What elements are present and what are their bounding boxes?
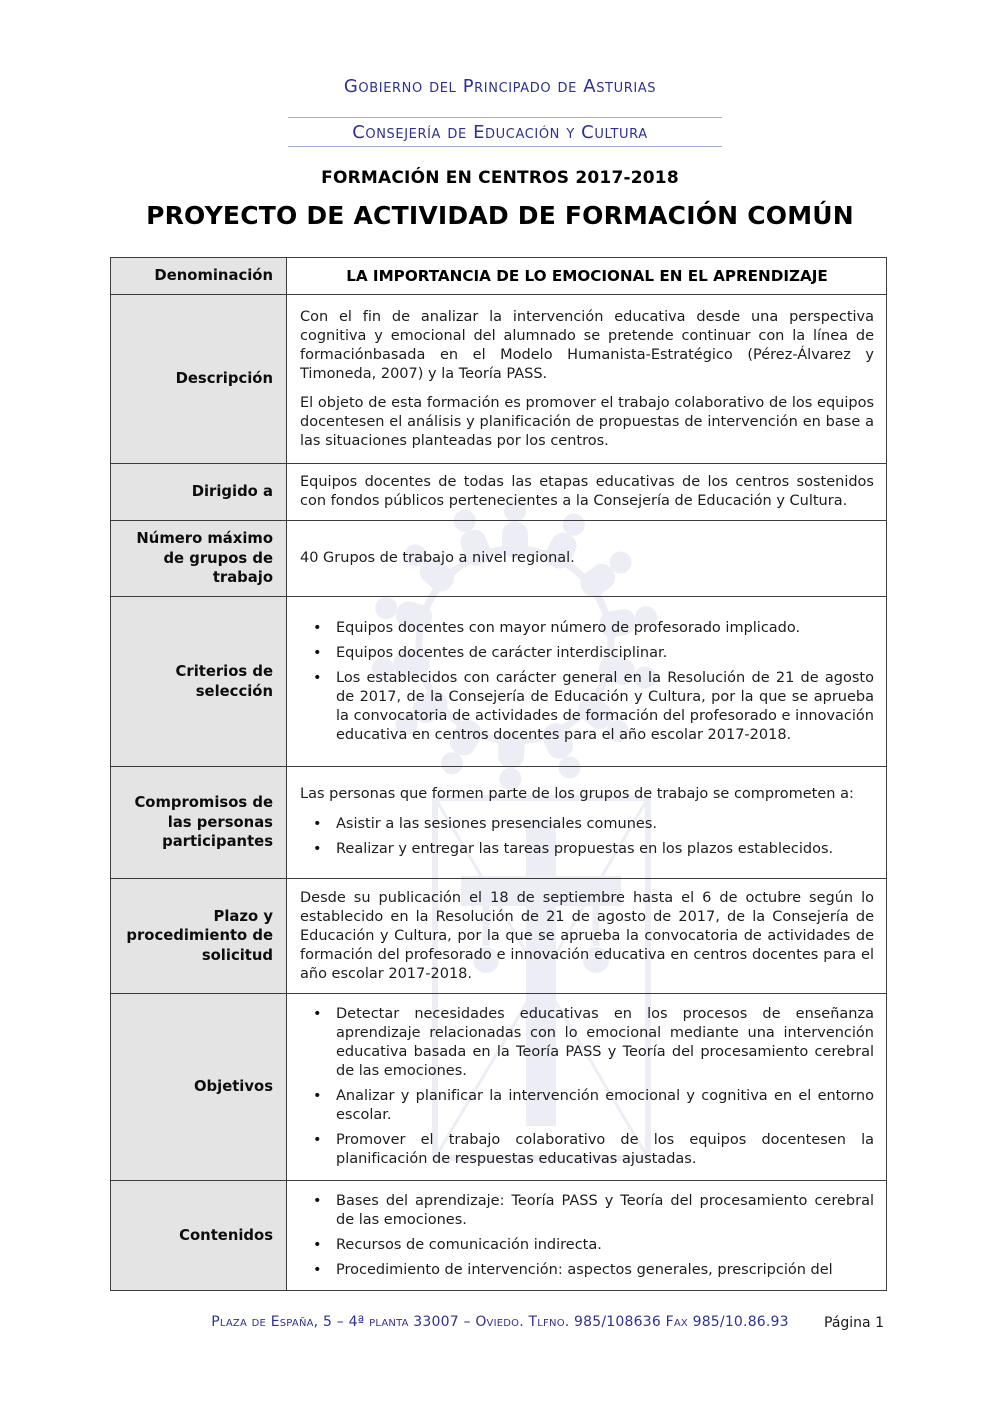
bullet-item: • Los establecidos con carácter general en la Resolución de 21 de agosto de 2017, de la Consejería de Educación y Cultura, por la que se aprueba la convocatoria de actividades de formación del profesorado e innovación educativa en centros docentes para el año escolar 2017-2018. [300, 669, 874, 745]
bullet-list [300, 613, 874, 751]
paragraph: Equipos docentes de todas las etapas educativas de los centros sostenidos con fondos públicos pertenecientes a la Consejería de Educación y Cultura. [300, 474, 874, 509]
table-row-plazo [111, 879, 886, 994]
header-divider [288, 117, 722, 118]
bullet-item: • Bases del aprendizaje: Teoría PASS y Teoría del procesamiento cerebral de las emociones. [300, 1192, 874, 1230]
descripcion-value [287, 295, 886, 463]
table-row-denominacion [111, 258, 886, 295]
row-label: Plazo y procedimiento de solicitud [111, 879, 287, 993]
row-label: Denominación [111, 258, 287, 294]
paragraph: Desde su publicación el 18 de septiembre hasta el 6 de octubre según lo establecido en la Resolución de 21 de agosto de 2017, de la Consejería de Educación y Cultura, por la que se aprueba la convocatoria de actividades de formación del profesorado e innovación educativa en centros docentes para el año escolar 2017-2018. [300, 889, 874, 982]
header-divider [288, 146, 722, 147]
footer-address: Plaza de España, 5 – 4ª planta 33007 – Oviedo. Tlfno. 985/108636 Fax 985/10.86.93 [211, 1314, 789, 1330]
table-row-criterios [111, 597, 886, 767]
bullet-list [300, 809, 874, 865]
project-form-table [110, 257, 887, 1291]
paragraph: El objeto de esta formación es promover el trabajo colaborativo de los equipos docentesen el análisis y planificación de propuestas de intervención en base a las situaciones planteadas por los centros. [300, 394, 874, 449]
bullet-item: • Procedimiento de intervención: aspectos generales, prescripción del [300, 1261, 874, 1280]
government-name: Gobierno del Principado de Asturias [343, 76, 657, 97]
contenidos-value [287, 1181, 886, 1290]
plazo-value [287, 879, 886, 993]
table-row-dirigido-a [111, 464, 886, 521]
page-title: PROYECTO DE ACTIVIDAD DE FORMACIÓN COMÚN [146, 201, 854, 230]
row-label: Contenidos [111, 1181, 287, 1290]
criterios-value [287, 597, 886, 766]
bullet-item: • Equipos docentes con mayor número de profesorado implicado. [300, 619, 874, 638]
row-label: Compromisos de las personas participantes [111, 767, 287, 878]
program-subtitle: FORMACIÓN EN CENTROS 2017-2018 [321, 168, 679, 188]
bullet-list [300, 999, 874, 1175]
bullet-item: • Realizar y entregar las tareas propuestas en los plazos establecidos. [300, 840, 874, 859]
paragraph: Con el fin de analizar la intervención educativa desde una perspectiva cognitiva y emocional del alumnado se pretende continuar con la línea de formaciónbasada en el Modelo Humanista-Estratégico (Pérez-Álvarez y Timoneda, 2007) y la Teoría PASS. [300, 308, 874, 382]
paragraph: 40 Grupos de trabajo a nivel regional. [300, 550, 575, 566]
bullet-item: • Analizar y planificar la intervención emocional y cognitiva en el entorno escolar. [300, 1087, 874, 1125]
table-row-objetivos [111, 994, 886, 1181]
bullet-item: • Equipos docentes de carácter interdisciplinar. [300, 644, 874, 663]
department-name: Consejería de Educación y Cultura [352, 122, 648, 143]
row-label: Dirigido a [111, 464, 287, 520]
dirigido-a-value [287, 464, 886, 520]
bullet-item: • Recursos de comunicación indirecta. [300, 1236, 874, 1255]
compromisos-value [287, 767, 886, 878]
page-number: Página 1 [824, 1315, 884, 1331]
bullet-item: • Asistir a las sesiones presenciales comunes. [300, 815, 874, 834]
row-label: Criterios de selección [111, 597, 287, 766]
row-label: Número máximo de grupos de trabajo [111, 521, 287, 596]
row-label: Descripción [111, 295, 287, 463]
table-row-contenidos [111, 1181, 886, 1290]
table-row-numero-maximo [111, 521, 886, 597]
table-row-descripcion [111, 295, 886, 464]
table-row-compromisos [111, 767, 886, 879]
bullet-item: • Promover el trabajo colaborativo de los equipos docentesen la planificación de respuestas educativas ajustadas. [300, 1131, 874, 1169]
bullet-list [300, 1186, 874, 1286]
denominacion-value: LA IMPORTANCIA DE LO EMOCIONAL EN EL APRENDIZAJE [346, 266, 828, 285]
bullet-item: • Detectar necesidades educativas en los procesos de enseñanza aprendizaje relacionadas con lo emocional mediante una intervención educativa basada en la Teoría PASS y Teoría del procesamiento cerebral de las emociones. [300, 1005, 874, 1081]
row-label: Objetivos [111, 994, 287, 1180]
paragraph: Las personas que formen parte de los grupos de trabajo se comprometen a: [300, 786, 854, 802]
numero-maximo-value [287, 521, 886, 596]
objetivos-value [287, 994, 886, 1180]
